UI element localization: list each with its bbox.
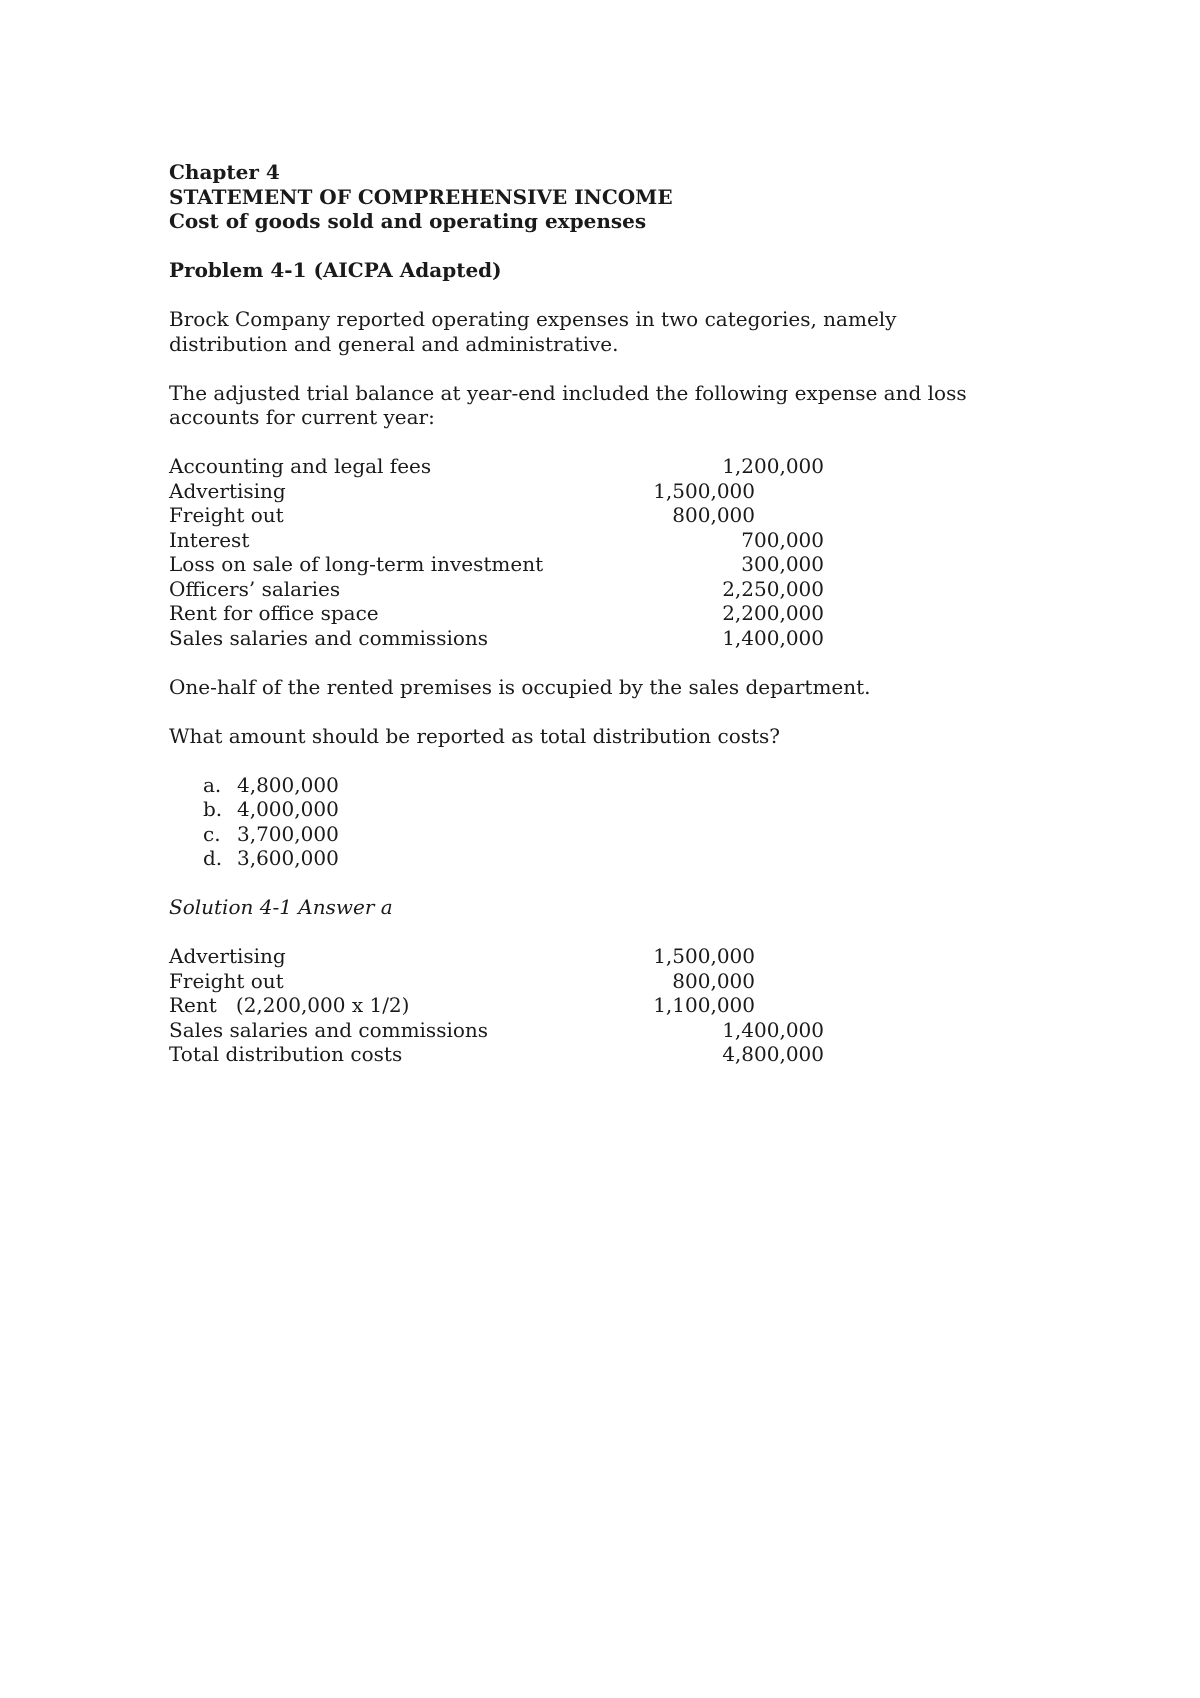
solution-row xyxy=(169,1018,1069,1043)
problem-question: What amount should be reported as total distribution costs? xyxy=(169,723,781,748)
account-amount: 1,400,000 xyxy=(722,625,824,650)
choice-letter: b. xyxy=(203,797,223,821)
document-page xyxy=(169,160,1069,1067)
choice-value: 3,700,000 xyxy=(237,821,339,846)
problem-paragraph-1-line-1: Brock Company reported operating expenses in two categories, namely xyxy=(169,307,897,331)
problem-paragraph-2-line-1: The adjusted trial balance at year-end included the following expense and loss xyxy=(169,380,967,405)
answer-choice xyxy=(169,773,1069,798)
solution-label: Rent (2,200,000 x 1/2) xyxy=(169,993,410,1017)
account-amount: 1,200,000 xyxy=(722,454,824,478)
solution-row xyxy=(169,993,1069,1018)
account-row xyxy=(169,601,1069,626)
solution-amount: 1,400,000 xyxy=(722,1017,824,1042)
account-row xyxy=(169,454,1069,479)
solution-amount: 4,800,000 xyxy=(722,1042,824,1066)
account-amount: 700,000 xyxy=(741,527,824,552)
solution-label: Sales salaries and commissions xyxy=(169,1017,489,1042)
account-row xyxy=(169,552,1069,577)
account-amount: 800,000 xyxy=(672,503,755,527)
account-row xyxy=(169,479,1069,504)
account-label: Interest xyxy=(169,527,250,552)
account-row xyxy=(169,503,1069,528)
solution-amount: 1,500,000 xyxy=(653,944,755,968)
solution-label: Freight out xyxy=(169,968,284,993)
account-label: Freight out xyxy=(169,503,284,527)
answer-choice xyxy=(169,846,1069,871)
solution-amount: 1,100,000 xyxy=(653,993,755,1017)
choice-letter: c. xyxy=(203,821,221,846)
account-amount: 2,200,000 xyxy=(722,601,824,625)
account-label: Officers’ salaries xyxy=(169,576,341,601)
choice-value: 4,000,000 xyxy=(237,797,339,821)
choice-value: 4,800,000 xyxy=(237,772,339,797)
choice-letter: a. xyxy=(203,772,222,797)
account-label: Advertising xyxy=(169,478,286,503)
problem-paragraph-2-line-2: accounts for current year: xyxy=(169,405,435,429)
solution-row xyxy=(169,944,1069,969)
chapter-title: STATEMENT OF COMPREHENSIVE INCOME xyxy=(169,184,673,209)
chapter-subtitle: Cost of goods sold and operating expenses xyxy=(169,209,647,233)
choice-value: 3,600,000 xyxy=(237,846,339,870)
account-label: Loss on sale of long-term investment xyxy=(169,552,544,576)
solution-row xyxy=(169,1042,1069,1067)
account-label: Sales salaries and commissions xyxy=(169,625,489,650)
choice-letter: d. xyxy=(203,846,223,870)
accounts-table xyxy=(169,454,1069,650)
solution-table xyxy=(169,944,1069,1067)
solution-amount: 800,000 xyxy=(672,968,755,993)
answer-choices xyxy=(169,773,1069,871)
answer-choice xyxy=(169,822,1069,847)
solution-heading: Solution 4-1 Answer a xyxy=(169,895,393,919)
chapter-label: Chapter 4 xyxy=(169,160,280,184)
problem-paragraph-1-line-2: distribution and general and administrative. xyxy=(169,331,619,356)
solution-label: Advertising xyxy=(169,944,286,968)
account-amount: 2,250,000 xyxy=(722,576,824,601)
answer-choice xyxy=(169,797,1069,822)
account-label: Rent for office space xyxy=(169,601,379,625)
account-label: Accounting and legal fees xyxy=(169,454,432,478)
account-row xyxy=(169,577,1069,602)
problem-heading: Problem 4-1 (AICPA Adapted) xyxy=(169,258,502,282)
solution-row xyxy=(169,969,1069,994)
account-row xyxy=(169,626,1069,651)
account-row xyxy=(169,528,1069,553)
account-amount: 300,000 xyxy=(741,552,824,576)
problem-note: One-half of the rented premises is occupied by the sales department. xyxy=(169,674,871,699)
solution-label: Total distribution costs xyxy=(169,1042,403,1066)
account-amount: 1,500,000 xyxy=(653,478,755,503)
